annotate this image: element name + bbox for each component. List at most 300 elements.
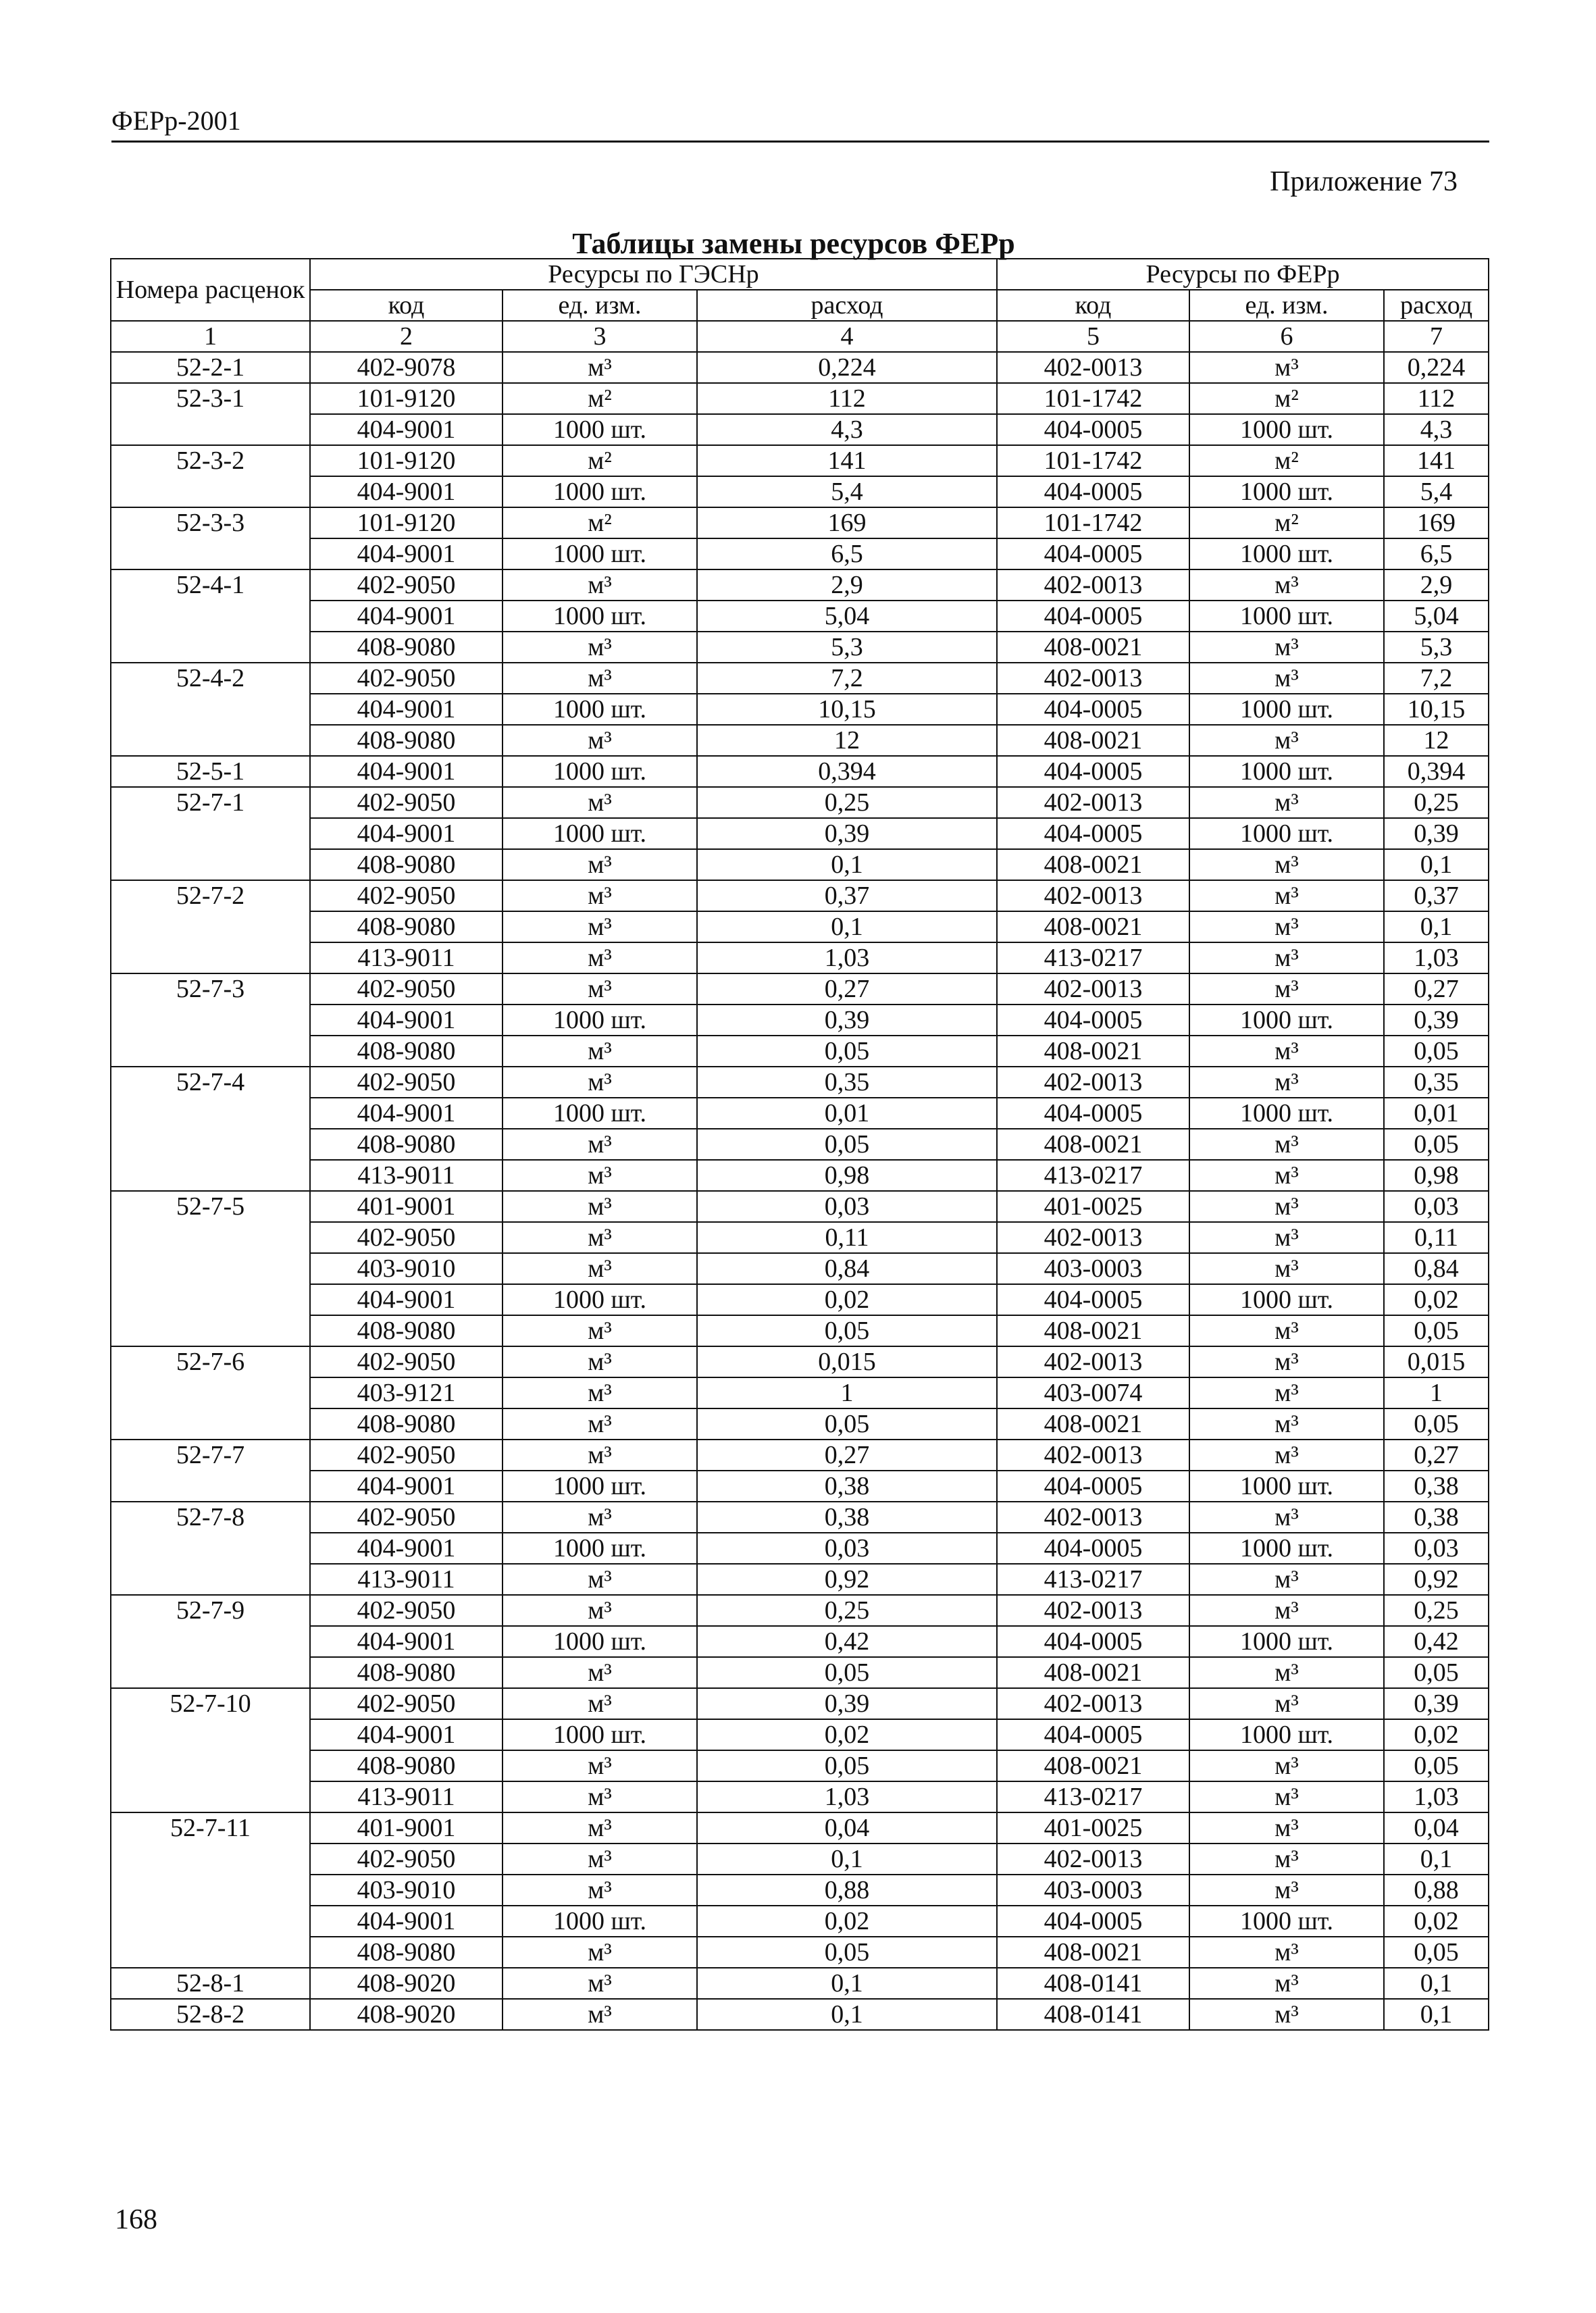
gesn-unit-cell: м³: [503, 663, 697, 694]
rate-number-cell: 52-3-3: [111, 507, 310, 569]
table-body: [111, 352, 1489, 2030]
fer-code-cell: 404-0005: [997, 694, 1189, 725]
table-row: [111, 818, 1489, 849]
fer-consumption-cell: 0,88: [1384, 1875, 1489, 1906]
gesn-code-cell: 404-9001: [310, 818, 503, 849]
fer-consumption-cell: 0,224: [1384, 352, 1489, 383]
gesn-consumption-cell: 0,05: [697, 1036, 997, 1067]
gesn-code-cell: 401-9001: [310, 1191, 503, 1222]
fer-consumption-cell: 0,37: [1384, 880, 1489, 911]
fer-code-cell: 403-0003: [997, 1875, 1189, 1906]
gesn-code-cell: 404-9001: [310, 1005, 503, 1036]
fer-code-cell: 404-0005: [997, 1626, 1189, 1657]
fer-unit-cell: м³: [1189, 1346, 1384, 1377]
table-row: [111, 383, 1489, 414]
gesn-unit-cell: м³: [503, 880, 697, 911]
gesn-consumption-cell: 5,04: [697, 601, 997, 632]
fer-consumption-cell: 0,05: [1384, 1937, 1489, 1968]
gesn-consumption-cell: 0,1: [697, 911, 997, 942]
gesn-consumption-cell: 0,84: [697, 1253, 997, 1284]
fer-code-cell: 101-1742: [997, 383, 1189, 414]
column-number: 5: [997, 321, 1189, 352]
fer-code-cell: 408-0021: [997, 1315, 1189, 1346]
rate-number-cell: 52-7-4: [111, 1067, 310, 1191]
gesn-consumption-cell: 0,39: [697, 1005, 997, 1036]
gesn-code-cell: 408-9080: [310, 1315, 503, 1346]
fer-unit-cell: м³: [1189, 632, 1384, 663]
fer-code-cell: 404-0005: [997, 756, 1189, 787]
gesn-code-cell: 408-9080: [310, 632, 503, 663]
fer-unit-cell: 1000 шт.: [1189, 756, 1384, 787]
gesn-unit-cell: м³: [503, 942, 697, 973]
running-header: ФЕРр-2001: [111, 105, 241, 136]
fer-unit-cell: м³: [1189, 1253, 1384, 1284]
gesn-unit-cell: м³: [503, 569, 697, 601]
fer-consumption-cell: 0,02: [1384, 1284, 1489, 1315]
fer-unit-cell: 1000 шт.: [1189, 1626, 1384, 1657]
gesn-unit-cell: 1000 шт.: [503, 538, 697, 569]
table-row: [111, 569, 1489, 601]
fer-consumption-cell: 0,03: [1384, 1191, 1489, 1222]
gesn-unit-cell: м³: [503, 787, 697, 818]
fer-consumption-cell: 6,5: [1384, 538, 1489, 569]
rate-number-cell: 52-3-1: [111, 383, 310, 445]
fer-consumption-cell: 2,9: [1384, 569, 1489, 601]
gesn-code-cell: 402-9050: [310, 1440, 503, 1471]
fer-unit-cell: 1000 шт.: [1189, 1906, 1384, 1937]
fer-consumption-cell: 0,394: [1384, 756, 1489, 787]
fer-unit-cell: м³: [1189, 1440, 1384, 1471]
fer-consumption-cell: 0,1: [1384, 911, 1489, 942]
table-row: [111, 1533, 1489, 1564]
gesn-code-cell: 404-9001: [310, 601, 503, 632]
gesn-code-cell: 402-9078: [310, 352, 503, 383]
table-row: [111, 1160, 1489, 1191]
fer-consumption-cell: 4,3: [1384, 414, 1489, 445]
fer-code-cell: 404-0005: [997, 818, 1189, 849]
fer-unit-cell: 1000 шт.: [1189, 694, 1384, 725]
table-row: [111, 1999, 1489, 2030]
fer-unit-cell: м³: [1189, 1688, 1384, 1719]
gesn-code-cell: 101-9120: [310, 383, 503, 414]
gesn-consumption-cell: 0,015: [697, 1346, 997, 1377]
fer-unit-cell: м³: [1189, 849, 1384, 880]
fer-code-cell: 402-0013: [997, 1844, 1189, 1875]
gesn-consumption-cell: 0,88: [697, 1875, 997, 1906]
gesn-code-cell: 413-9011: [310, 1564, 503, 1595]
gesn-unit-cell: м³: [503, 849, 697, 880]
gesn-consumption-cell: 0,05: [697, 1657, 997, 1688]
gesn-consumption-cell: 141: [697, 445, 997, 476]
fer-code-cell: 404-0005: [997, 414, 1189, 445]
fer-code-cell: 402-0013: [997, 1502, 1189, 1533]
fer-consumption-cell: 0,1: [1384, 849, 1489, 880]
fer-code-cell: 402-0013: [997, 880, 1189, 911]
rate-number-cell: 52-7-11: [111, 1812, 310, 1968]
table-row: [111, 1098, 1489, 1129]
table-row: [111, 1346, 1489, 1377]
fer-consumption-cell: 0,92: [1384, 1564, 1489, 1595]
table-row: [111, 1781, 1489, 1812]
table-row: [111, 1315, 1489, 1346]
table-row: [111, 1067, 1489, 1098]
table-row: [111, 1595, 1489, 1626]
rate-number-cell: 52-8-2: [111, 1999, 310, 2030]
fer-code-cell: 402-0013: [997, 1440, 1189, 1471]
fer-unit-cell: м³: [1189, 663, 1384, 694]
fer-unit-cell: м³: [1189, 1875, 1384, 1906]
gesn-code-cell: 402-9050: [310, 880, 503, 911]
fer-code-cell: 408-0021: [997, 1657, 1189, 1688]
gesn-code-cell: 404-9001: [310, 538, 503, 569]
gesn-unit-cell: м³: [503, 1129, 697, 1160]
gesn-unit-cell: м³: [503, 1377, 697, 1408]
fer-code-cell: 408-0021: [997, 1937, 1189, 1968]
gesn-consumption-cell: 0,27: [697, 973, 997, 1005]
gesn-code-cell: 404-9001: [310, 414, 503, 445]
fer-consumption-cell: 0,39: [1384, 1688, 1489, 1719]
gesn-consumption-cell: 169: [697, 507, 997, 538]
gesn-unit-cell: м³: [503, 1440, 697, 1471]
gesn-consumption-cell: 1,03: [697, 1781, 997, 1812]
table-row: [111, 1036, 1489, 1067]
gesn-unit-cell: м³: [503, 1812, 697, 1844]
fer-consumption-cell: 0,04: [1384, 1812, 1489, 1844]
fer-code-cell: 404-0005: [997, 1533, 1189, 1564]
column-number: 6: [1189, 321, 1384, 352]
fer-unit-cell: 1000 шт.: [1189, 414, 1384, 445]
rate-number-cell: 52-7-2: [111, 880, 310, 973]
table-row: [111, 1968, 1489, 1999]
fer-consumption-cell: 0,05: [1384, 1657, 1489, 1688]
fer-code-cell: 402-0013: [997, 1067, 1189, 1098]
gesn-code-cell: 402-9050: [310, 1595, 503, 1626]
table-row: [111, 849, 1489, 880]
fer-consumption-cell: 0,015: [1384, 1346, 1489, 1377]
fer-unit-cell: м³: [1189, 1377, 1384, 1408]
gesn-unit-cell: 1000 шт.: [503, 414, 697, 445]
table-row: [111, 1408, 1489, 1440]
gesn-consumption-cell: 0,05: [697, 1408, 997, 1440]
table-row: [111, 1906, 1489, 1937]
fer-consumption-cell: 0,05: [1384, 1315, 1489, 1346]
fer-code-cell: 404-0005: [997, 1906, 1189, 1937]
fer-unit-cell: м³: [1189, 1750, 1384, 1781]
table-row: [111, 1937, 1489, 1968]
fer-unit-cell: 1000 шт.: [1189, 1533, 1384, 1564]
column-number: 3: [503, 321, 697, 352]
fer-code-cell: 401-0025: [997, 1191, 1189, 1222]
rate-number-cell: 52-4-2: [111, 663, 310, 756]
column-number: 4: [697, 321, 997, 352]
fer-unit-cell: 1000 шт.: [1189, 1098, 1384, 1129]
rate-number-cell: 52-7-10: [111, 1688, 310, 1812]
fer-consumption-cell: 10,15: [1384, 694, 1489, 725]
gesn-consumption-cell: 5,4: [697, 476, 997, 507]
gesn-code-cell: 404-9001: [310, 756, 503, 787]
fer-consumption-cell: 0,05: [1384, 1750, 1489, 1781]
gesn-code-cell: 402-9050: [310, 1688, 503, 1719]
table-row: [111, 1377, 1489, 1408]
gesn-consumption-cell: 0,1: [697, 1844, 997, 1875]
table-row: [111, 414, 1489, 445]
appendix-label: Приложение 73: [1270, 166, 1458, 197]
fer-consumption-cell: 0,01: [1384, 1098, 1489, 1129]
page-number: 168: [115, 2204, 157, 2235]
fer-unit-cell: м³: [1189, 1036, 1384, 1067]
gesn-unit-cell: м³: [503, 1315, 697, 1346]
gesn-unit-cell: м³: [503, 1844, 697, 1875]
fer-code-cell: 408-0021: [997, 849, 1189, 880]
fer-code-cell: 404-0005: [997, 476, 1189, 507]
gesn-unit-cell: м³: [503, 1657, 697, 1688]
fer-code-cell: 408-0021: [997, 1750, 1189, 1781]
gesn-unit-cell: 1000 шт.: [503, 1005, 697, 1036]
table-row: [111, 538, 1489, 569]
rate-number-cell: 52-7-8: [111, 1502, 310, 1595]
fer-unit-cell: м³: [1189, 1657, 1384, 1688]
table-row: [111, 1502, 1489, 1533]
gesn-code-cell: 404-9001: [310, 1533, 503, 1564]
table-row: [111, 352, 1489, 383]
fer-consumption-cell: 0,03: [1384, 1533, 1489, 1564]
gesn-unit-cell: м³: [503, 1750, 697, 1781]
fer-code-cell: 413-0217: [997, 1160, 1189, 1191]
fer-unit-cell: м³: [1189, 1160, 1384, 1191]
fer-unit-cell: м³: [1189, 973, 1384, 1005]
fer-code-cell: 402-0013: [997, 1688, 1189, 1719]
gesn-consumption-cell: 0,25: [697, 1595, 997, 1626]
gesn-unit-cell: м³: [503, 632, 697, 663]
gesn-unit-cell: 1000 шт.: [503, 818, 697, 849]
gesn-consumption-cell: 0,11: [697, 1222, 997, 1253]
fer-code-cell: 402-0013: [997, 569, 1189, 601]
table-row: [111, 1222, 1489, 1253]
gesn-unit-cell: 1000 шт.: [503, 756, 697, 787]
column-number: 1: [111, 321, 310, 352]
column-number-row: [111, 321, 1489, 352]
table-row: [111, 1005, 1489, 1036]
fer-code-cell: 408-0021: [997, 632, 1189, 663]
table-row: [111, 1750, 1489, 1781]
fer-consumption-cell: 0,39: [1384, 818, 1489, 849]
fer-code-cell: 401-0025: [997, 1812, 1189, 1844]
gesn-consumption-cell: 7,2: [697, 663, 997, 694]
gesn-code-cell: 403-9010: [310, 1253, 503, 1284]
fer-unit-cell: м³: [1189, 1502, 1384, 1533]
fer-consumption-cell: 0,25: [1384, 787, 1489, 818]
gesn-code-cell: 413-9011: [310, 942, 503, 973]
gesn-consumption-cell: 0,01: [697, 1098, 997, 1129]
fer-consumption-cell: 12: [1384, 725, 1489, 756]
gesn-consumption-cell: 0,1: [697, 1968, 997, 1999]
gesn-code-cell: 408-9080: [310, 1408, 503, 1440]
table-row: [111, 1440, 1489, 1471]
gesn-code-cell: 404-9001: [310, 1626, 503, 1657]
gesn-unit-cell: м³: [503, 1502, 697, 1533]
table-row: [111, 1284, 1489, 1315]
fer-consumption-cell: 112: [1384, 383, 1489, 414]
fer-unit-cell: м³: [1189, 1315, 1384, 1346]
fer-consumption-cell: 0,98: [1384, 1160, 1489, 1191]
fer-unit-cell: м³: [1189, 569, 1384, 601]
fer-unit-cell: м²: [1189, 507, 1384, 538]
fer-code-cell: 404-0005: [997, 1471, 1189, 1502]
rate-number-cell: 52-8-1: [111, 1968, 310, 1999]
header-rate-numbers: Номера расценок: [111, 259, 310, 321]
gesn-consumption-cell: 0,25: [697, 787, 997, 818]
gesn-code-cell: 402-9050: [310, 663, 503, 694]
fer-unit-cell: м³: [1189, 911, 1384, 942]
gesn-unit-cell: 1000 шт.: [503, 1471, 697, 1502]
fer-consumption-cell: 0,05: [1384, 1129, 1489, 1160]
fer-code-cell: 402-0013: [997, 787, 1189, 818]
fer-consumption-cell: 169: [1384, 507, 1489, 538]
header-row-groups: [111, 259, 1489, 290]
fer-consumption-cell: 1: [1384, 1377, 1489, 1408]
fer-code-cell: 404-0005: [997, 1719, 1189, 1750]
column-number: 7: [1384, 321, 1489, 352]
header-gesn-consumption: расход: [697, 290, 997, 321]
fer-code-cell: 402-0013: [997, 1346, 1189, 1377]
fer-code-cell: 403-0074: [997, 1377, 1189, 1408]
gesn-code-cell: 402-9050: [310, 1346, 503, 1377]
fer-code-cell: 403-0003: [997, 1253, 1189, 1284]
rate-number-cell: 52-7-9: [111, 1595, 310, 1688]
table-row: [111, 694, 1489, 725]
fer-code-cell: 101-1742: [997, 507, 1189, 538]
fer-unit-cell: м³: [1189, 1408, 1384, 1440]
gesn-code-cell: 404-9001: [310, 694, 503, 725]
gesn-unit-cell: м³: [503, 911, 697, 942]
fer-consumption-cell: 0,05: [1384, 1408, 1489, 1440]
gesn-code-cell: 101-9120: [310, 507, 503, 538]
gesn-consumption-cell: 0,92: [697, 1564, 997, 1595]
fer-code-cell: 408-0021: [997, 911, 1189, 942]
gesn-consumption-cell: 0,05: [697, 1937, 997, 1968]
fer-unit-cell: 1000 шт.: [1189, 1719, 1384, 1750]
gesn-unit-cell: м³: [503, 1160, 697, 1191]
rate-number-cell: 52-4-1: [111, 569, 310, 663]
gesn-consumption-cell: 0,02: [697, 1719, 997, 1750]
gesn-unit-cell: 1000 шт.: [503, 1533, 697, 1564]
gesn-consumption-cell: 0,37: [697, 880, 997, 911]
gesn-unit-cell: м³: [503, 1875, 697, 1906]
fer-unit-cell: 1000 шт.: [1189, 538, 1384, 569]
fer-unit-cell: м³: [1189, 1812, 1384, 1844]
fer-unit-cell: м³: [1189, 725, 1384, 756]
gesn-consumption-cell: 0,1: [697, 1999, 997, 2030]
header-fer-unit: ед. изм.: [1189, 290, 1384, 321]
gesn-code-cell: 408-9080: [310, 1129, 503, 1160]
fer-unit-cell: 1000 шт.: [1189, 601, 1384, 632]
fer-unit-cell: м³: [1189, 942, 1384, 973]
column-number: 2: [310, 321, 503, 352]
fer-consumption-cell: 0,02: [1384, 1906, 1489, 1937]
fer-unit-cell: 1000 шт.: [1189, 818, 1384, 849]
gesn-consumption-cell: 0,05: [697, 1750, 997, 1781]
gesn-consumption-cell: 2,9: [697, 569, 997, 601]
table-row: [111, 445, 1489, 476]
fer-consumption-cell: 0,42: [1384, 1626, 1489, 1657]
gesn-unit-cell: м³: [503, 1781, 697, 1812]
fer-code-cell: 404-0005: [997, 1098, 1189, 1129]
table-row: [111, 1844, 1489, 1875]
gesn-consumption-cell: 4,3: [697, 414, 997, 445]
table-row: [111, 973, 1489, 1005]
gesn-unit-cell: 1000 шт.: [503, 1719, 697, 1750]
fer-consumption-cell: 0,39: [1384, 1005, 1489, 1036]
fer-code-cell: 404-0005: [997, 1005, 1189, 1036]
gesn-unit-cell: м³: [503, 1595, 697, 1626]
gesn-unit-cell: 1000 шт.: [503, 476, 697, 507]
fer-unit-cell: м³: [1189, 1781, 1384, 1812]
fer-unit-cell: м²: [1189, 383, 1384, 414]
header-rule: [111, 141, 1489, 143]
fer-code-cell: 404-0005: [997, 538, 1189, 569]
table-row: [111, 880, 1489, 911]
fer-consumption-cell: 141: [1384, 445, 1489, 476]
fer-unit-cell: м³: [1189, 880, 1384, 911]
table-row: [111, 476, 1489, 507]
table-row: [111, 1657, 1489, 1688]
gesn-consumption-cell: 0,27: [697, 1440, 997, 1471]
gesn-consumption-cell: 1,03: [697, 942, 997, 973]
fer-unit-cell: м³: [1189, 352, 1384, 383]
gesn-consumption-cell: 0,05: [697, 1129, 997, 1160]
table-row: [111, 1688, 1489, 1719]
fer-consumption-cell: 0,02: [1384, 1719, 1489, 1750]
gesn-code-cell: 402-9050: [310, 1067, 503, 1098]
fer-consumption-cell: 5,4: [1384, 476, 1489, 507]
fer-unit-cell: м³: [1189, 1999, 1384, 2030]
gesn-code-cell: 408-9020: [310, 1999, 503, 2030]
fer-unit-cell: 1000 шт.: [1189, 476, 1384, 507]
fer-code-cell: 413-0217: [997, 1781, 1189, 1812]
header-row-columns: [111, 290, 1489, 321]
table-row: [111, 601, 1489, 632]
fer-consumption-cell: 0,1: [1384, 1999, 1489, 2030]
fer-code-cell: 402-0013: [997, 663, 1189, 694]
gesn-code-cell: 403-9121: [310, 1377, 503, 1408]
fer-consumption-cell: 0,84: [1384, 1253, 1489, 1284]
table-row: [111, 787, 1489, 818]
fer-unit-cell: 1000 шт.: [1189, 1471, 1384, 1502]
rate-number-cell: 52-2-1: [111, 352, 310, 383]
gesn-consumption-cell: 0,98: [697, 1160, 997, 1191]
gesn-consumption-cell: 0,42: [697, 1626, 997, 1657]
fer-consumption-cell: 0,35: [1384, 1067, 1489, 1098]
fer-consumption-cell: 0,05: [1384, 1036, 1489, 1067]
gesn-code-cell: 402-9050: [310, 569, 503, 601]
table-row: [111, 1564, 1489, 1595]
gesn-consumption-cell: 0,38: [697, 1471, 997, 1502]
gesn-unit-cell: м³: [503, 1564, 697, 1595]
gesn-unit-cell: 1000 шт.: [503, 1284, 697, 1315]
fer-unit-cell: м³: [1189, 1937, 1384, 1968]
gesn-consumption-cell: 1: [697, 1377, 997, 1408]
gesn-code-cell: 408-9020: [310, 1968, 503, 1999]
rate-number-cell: 52-7-7: [111, 1440, 310, 1502]
gesn-consumption-cell: 0,03: [697, 1191, 997, 1222]
header-fer-code: код: [997, 290, 1189, 321]
fer-unit-cell: м³: [1189, 1844, 1384, 1875]
gesn-code-cell: 404-9001: [310, 1284, 503, 1315]
fer-unit-cell: м³: [1189, 1067, 1384, 1098]
fer-consumption-cell: 0,27: [1384, 973, 1489, 1005]
gesn-consumption-cell: 0,39: [697, 1688, 997, 1719]
rate-number-cell: 52-7-1: [111, 787, 310, 880]
